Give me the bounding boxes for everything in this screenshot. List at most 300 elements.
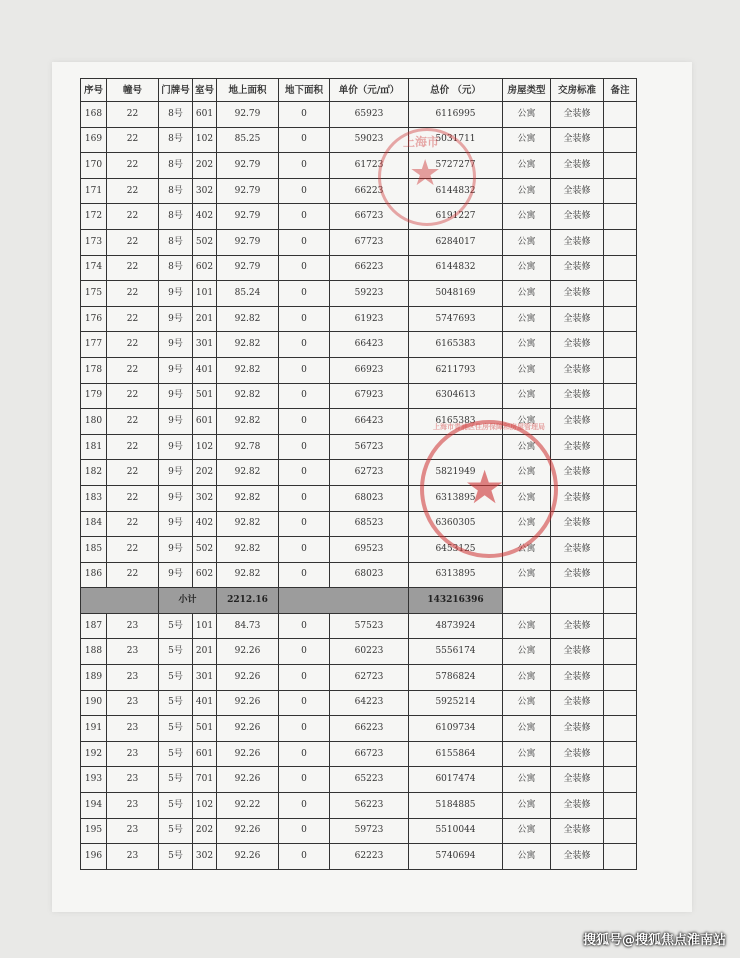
table-cell — [604, 716, 637, 742]
table-cell: 全装修 — [551, 485, 604, 511]
table-cell: 60223 — [330, 639, 409, 665]
table-cell: 192 — [81, 741, 107, 767]
table-cell: 公寓 — [503, 665, 551, 691]
table-cell: 公寓 — [503, 818, 551, 844]
table-cell: 6313895 — [409, 562, 503, 588]
table-cell: 4873924 — [409, 613, 503, 639]
table-cell: 0 — [279, 204, 330, 230]
table-cell: 公寓 — [503, 741, 551, 767]
table-cell: 5786824 — [409, 665, 503, 691]
table-cell: 68023 — [330, 562, 409, 588]
seal-star-icon: ★ — [409, 153, 442, 194]
table-cell: 66223 — [330, 716, 409, 742]
table-cell: 59223 — [330, 281, 409, 307]
table-cell: 59023 — [330, 127, 409, 153]
table-cell: 公寓 — [503, 537, 551, 563]
table-row — [81, 127, 637, 153]
table-cell: 175 — [81, 281, 107, 307]
table-cell: 191 — [81, 716, 107, 742]
table-cell: 8号 — [159, 229, 193, 255]
table-cell: 59723 — [330, 818, 409, 844]
table-cell: 195 — [81, 818, 107, 844]
table-cell: 5号 — [159, 818, 193, 844]
subtotal-total-price: 143216396 — [409, 588, 503, 614]
table-cell: 302 — [193, 485, 217, 511]
table-cell: 66423 — [330, 409, 409, 435]
table-cell: 23 — [107, 665, 159, 691]
table-cell: 全装修 — [551, 281, 604, 307]
table-cell: 23 — [107, 818, 159, 844]
table-row — [81, 357, 637, 383]
table-cell: 185 — [81, 537, 107, 563]
table-cell: 92.26 — [217, 639, 279, 665]
table-cell: 22 — [107, 255, 159, 281]
table-cell: 92.79 — [217, 178, 279, 204]
table-cell: 5821949 — [409, 460, 503, 486]
table-cell: 公寓 — [503, 178, 551, 204]
table-row — [81, 511, 637, 537]
table-cell: 5号 — [159, 613, 193, 639]
table-cell: 0 — [279, 281, 330, 307]
table-cell — [604, 562, 637, 588]
table-cell: 178 — [81, 357, 107, 383]
table-cell: 92.26 — [217, 844, 279, 870]
table-cell: 23 — [107, 793, 159, 819]
table-cell: 全装修 — [551, 357, 604, 383]
table-cell: 全装修 — [551, 562, 604, 588]
table-row — [81, 383, 637, 409]
table-cell: 9号 — [159, 357, 193, 383]
table-cell: 92.82 — [217, 485, 279, 511]
table-cell: 9号 — [159, 383, 193, 409]
table-cell: 公寓 — [503, 383, 551, 409]
table-cell: 92.26 — [217, 665, 279, 691]
table-cell: 502 — [193, 229, 217, 255]
table-cell — [604, 665, 637, 691]
table-cell: 公寓 — [503, 793, 551, 819]
table-cell: 66923 — [330, 357, 409, 383]
table-cell: 公寓 — [503, 306, 551, 332]
table-row — [81, 562, 637, 588]
table-cell: 173 — [81, 229, 107, 255]
table-row — [81, 844, 637, 870]
table-cell: 0 — [279, 357, 330, 383]
table-cell: 全装修 — [551, 153, 604, 179]
table-cell: 5号 — [159, 793, 193, 819]
table-cell: 0 — [279, 255, 330, 281]
table-cell: 182 — [81, 460, 107, 486]
table-cell — [604, 409, 637, 435]
table-cell: 92.82 — [217, 562, 279, 588]
table-cell: 68523 — [330, 511, 409, 537]
table-row — [81, 741, 637, 767]
table-cell — [604, 255, 637, 281]
table-cell: 62223 — [330, 844, 409, 870]
table-header-row — [81, 79, 637, 102]
column-header: 交房标准 — [551, 79, 604, 102]
table-row — [81, 281, 637, 307]
table-cell: 0 — [279, 741, 330, 767]
table-row — [81, 178, 637, 204]
table-cell: 0 — [279, 690, 330, 716]
table-cell: 92.79 — [217, 153, 279, 179]
table-cell: 85.24 — [217, 281, 279, 307]
table-cell: 全装修 — [551, 127, 604, 153]
table-cell: 701 — [193, 767, 217, 793]
table-cell: 22 — [107, 102, 159, 128]
table-cell: 61923 — [330, 306, 409, 332]
table-row — [81, 153, 637, 179]
table-cell: 64223 — [330, 690, 409, 716]
table-cell: 8号 — [159, 153, 193, 179]
table-row — [81, 460, 637, 486]
table-row — [81, 665, 637, 691]
table-cell: 0 — [279, 613, 330, 639]
table-cell: 22 — [107, 281, 159, 307]
table-cell: 6165383 — [409, 332, 503, 358]
table-cell: 公寓 — [503, 639, 551, 665]
table-cell: 5925214 — [409, 690, 503, 716]
table-cell: 全装修 — [551, 102, 604, 128]
table-cell — [604, 178, 637, 204]
table-cell: 62723 — [330, 460, 409, 486]
table-row — [81, 306, 637, 332]
table-cell: 公寓 — [503, 434, 551, 460]
table-cell: 22 — [107, 306, 159, 332]
table-cell: 5号 — [159, 690, 193, 716]
table-cell: 169 — [81, 127, 107, 153]
table-row — [81, 716, 637, 742]
seal-ring-text: 上海市 — [403, 135, 440, 149]
table-cell: 9号 — [159, 434, 193, 460]
table-cell: 5031711 — [409, 127, 503, 153]
table-cell: 302 — [193, 178, 217, 204]
table-cell: 23 — [107, 690, 159, 716]
table-cell: 22 — [107, 562, 159, 588]
table-cell: 92.26 — [217, 767, 279, 793]
table-cell: 66223 — [330, 255, 409, 281]
table-cell: 全装修 — [551, 434, 604, 460]
table-cell: 183 — [81, 485, 107, 511]
table-cell: 602 — [193, 562, 217, 588]
table-cell: 全装修 — [551, 332, 604, 358]
column-header: 房屋类型 — [503, 79, 551, 102]
table-cell — [409, 434, 503, 460]
table-cell: 6360305 — [409, 511, 503, 537]
table-cell: 全装修 — [551, 716, 604, 742]
table-cell: 0 — [279, 818, 330, 844]
table-cell: 公寓 — [503, 844, 551, 870]
table-cell: 0 — [279, 460, 330, 486]
table-cell: 5号 — [159, 844, 193, 870]
table-cell: 57523 — [330, 613, 409, 639]
table-cell: 194 — [81, 793, 107, 819]
table-cell — [604, 818, 637, 844]
table-cell — [604, 102, 637, 128]
table-cell: 公寓 — [503, 716, 551, 742]
table-row — [81, 690, 637, 716]
table-cell: 177 — [81, 332, 107, 358]
table-cell — [604, 332, 637, 358]
table-cell: 公寓 — [503, 255, 551, 281]
table-cell: 92.79 — [217, 102, 279, 128]
table-row — [81, 409, 637, 435]
table-cell: 6284017 — [409, 229, 503, 255]
table-cell: 66423 — [330, 332, 409, 358]
column-header: 总价 （元） — [409, 79, 503, 102]
table-cell: 22 — [107, 357, 159, 383]
table-cell: 5号 — [159, 767, 193, 793]
table-cell: 0 — [279, 716, 330, 742]
table-cell: 188 — [81, 639, 107, 665]
table-row — [81, 485, 637, 511]
table-cell: 5号 — [159, 716, 193, 742]
table-row — [81, 434, 637, 460]
table-cell: 0 — [279, 844, 330, 870]
table-cell — [604, 306, 637, 332]
table-cell: 92.78 — [217, 434, 279, 460]
table-row — [81, 767, 637, 793]
table-cell: 0 — [279, 409, 330, 435]
table-cell: 9号 — [159, 460, 193, 486]
column-header: 序号 — [81, 79, 107, 102]
table-cell: 8号 — [159, 255, 193, 281]
table-cell: 92.79 — [217, 255, 279, 281]
table-cell: 92.26 — [217, 741, 279, 767]
table-cell: 23 — [107, 613, 159, 639]
table-cell: 22 — [107, 537, 159, 563]
table-cell: 0 — [279, 665, 330, 691]
table-cell: 0 — [279, 229, 330, 255]
table-cell: 6144832 — [409, 178, 503, 204]
table-cell: 9号 — [159, 485, 193, 511]
table-cell — [604, 639, 637, 665]
table-cell: 22 — [107, 153, 159, 179]
table-cell: 5048169 — [409, 281, 503, 307]
table-cell: 67923 — [330, 383, 409, 409]
table-cell: 6017474 — [409, 767, 503, 793]
table-cell: 6313895 — [409, 485, 503, 511]
table-cell: 502 — [193, 537, 217, 563]
column-header: 地上面积 — [217, 79, 279, 102]
table-cell: 0 — [279, 537, 330, 563]
table-cell — [604, 537, 637, 563]
table-cell: 402 — [193, 511, 217, 537]
table-row — [81, 537, 637, 563]
table-cell: 0 — [279, 306, 330, 332]
table-cell: 6211793 — [409, 357, 503, 383]
table-cell: 5184885 — [409, 793, 503, 819]
table-cell — [604, 690, 637, 716]
table-cell: 全装修 — [551, 537, 604, 563]
table-cell: 84.73 — [217, 613, 279, 639]
table-cell: 9号 — [159, 562, 193, 588]
table-cell: 22 — [107, 229, 159, 255]
table-cell: 92.79 — [217, 204, 279, 230]
table-cell: 23 — [107, 716, 159, 742]
table-cell: 全装修 — [551, 639, 604, 665]
table-cell: 61723 — [330, 153, 409, 179]
source-watermark: 搜狐号@搜狐焦点淮南站 — [582, 933, 726, 948]
table-cell: 22 — [107, 204, 159, 230]
table-cell: 66723 — [330, 741, 409, 767]
table-cell — [604, 229, 637, 255]
table-cell: 180 — [81, 409, 107, 435]
table-cell: 66223 — [330, 178, 409, 204]
table-cell: 0 — [279, 511, 330, 537]
table-cell: 181 — [81, 434, 107, 460]
table-cell: 22 — [107, 383, 159, 409]
table-cell: 201 — [193, 639, 217, 665]
table-cell: 公寓 — [503, 357, 551, 383]
column-header: 室号 — [193, 79, 217, 102]
seal-ring-text: 上海市青浦区住房保障和房屋管理局 — [433, 423, 545, 431]
table-cell: 全装修 — [551, 665, 604, 691]
table-cell: 65223 — [330, 767, 409, 793]
table-cell: 0 — [279, 767, 330, 793]
table-cell — [604, 460, 637, 486]
table-cell: 6144832 — [409, 255, 503, 281]
table-cell: 公寓 — [503, 127, 551, 153]
table-cell: 公寓 — [503, 153, 551, 179]
table-cell — [604, 511, 637, 537]
table-cell: 0 — [279, 332, 330, 358]
table-cell: 92.82 — [217, 511, 279, 537]
table-cell: 92.26 — [217, 690, 279, 716]
table-cell: 6165383 — [409, 409, 503, 435]
table-cell: 全装修 — [551, 511, 604, 537]
table-cell: 85.25 — [217, 127, 279, 153]
table-cell: 102 — [193, 793, 217, 819]
table-cell: 102 — [193, 127, 217, 153]
table-cell: 公寓 — [503, 102, 551, 128]
table-cell: 6116995 — [409, 102, 503, 128]
table-cell — [604, 793, 637, 819]
subtotal-row — [81, 588, 637, 614]
table-cell: 0 — [279, 178, 330, 204]
table-cell: 174 — [81, 255, 107, 281]
table-cell: 全装修 — [551, 409, 604, 435]
table-cell: 186 — [81, 562, 107, 588]
table-cell: 56723 — [330, 434, 409, 460]
table-cell: 全装修 — [551, 460, 604, 486]
table-cell: 6109734 — [409, 716, 503, 742]
table-cell: 92.82 — [217, 460, 279, 486]
table-cell: 22 — [107, 434, 159, 460]
column-header: 备注 — [604, 79, 637, 102]
table-cell: 92.22 — [217, 793, 279, 819]
table-cell: 5510044 — [409, 818, 503, 844]
column-header: 幢号 — [107, 79, 159, 102]
table-cell — [604, 844, 637, 870]
table-cell: 全装修 — [551, 767, 604, 793]
table-cell: 401 — [193, 690, 217, 716]
table-cell: 190 — [81, 690, 107, 716]
table-row — [81, 793, 637, 819]
table-cell — [604, 357, 637, 383]
table-cell: 9号 — [159, 281, 193, 307]
table-row — [81, 332, 637, 358]
table-cell: 6453125 — [409, 537, 503, 563]
table-cell: 22 — [107, 332, 159, 358]
table-cell: 101 — [193, 281, 217, 307]
table-cell: 0 — [279, 639, 330, 665]
table-cell — [604, 153, 637, 179]
table-cell: 9号 — [159, 511, 193, 537]
table-cell: 92.82 — [217, 357, 279, 383]
table-cell: 公寓 — [503, 485, 551, 511]
table-cell — [604, 127, 637, 153]
table-cell: 8号 — [159, 127, 193, 153]
table-cell: 501 — [193, 383, 217, 409]
table-cell: 187 — [81, 613, 107, 639]
table-cell: 23 — [107, 844, 159, 870]
table-cell: 公寓 — [503, 613, 551, 639]
table-cell: 601 — [193, 741, 217, 767]
table-cell: 193 — [81, 767, 107, 793]
table-cell: 401 — [193, 357, 217, 383]
table-cell: 公寓 — [503, 204, 551, 230]
table-cell — [604, 741, 637, 767]
table-cell: 171 — [81, 178, 107, 204]
table-cell: 0 — [279, 434, 330, 460]
table-cell: 5747693 — [409, 306, 503, 332]
table-cell: 公寓 — [503, 690, 551, 716]
table-cell: 5556174 — [409, 639, 503, 665]
table-cell: 0 — [279, 127, 330, 153]
table-cell: 92.26 — [217, 716, 279, 742]
table-cell — [604, 281, 637, 307]
table-cell: 公寓 — [503, 409, 551, 435]
table-cell: 0 — [279, 102, 330, 128]
table-cell: 102 — [193, 434, 217, 460]
table-cell: 56223 — [330, 793, 409, 819]
table-cell: 0 — [279, 562, 330, 588]
table-cell: 92.82 — [217, 383, 279, 409]
table-cell — [604, 485, 637, 511]
table-cell: 9号 — [159, 537, 193, 563]
table-cell: 170 — [81, 153, 107, 179]
table-cell: 302 — [193, 844, 217, 870]
table-cell: 101 — [193, 613, 217, 639]
table-cell: 9号 — [159, 332, 193, 358]
subtotal-area: 2212.16 — [217, 588, 279, 614]
table-cell: 22 — [107, 511, 159, 537]
table-cell: 92.82 — [217, 409, 279, 435]
table-cell: 全装修 — [551, 178, 604, 204]
table-cell: 5740694 — [409, 844, 503, 870]
table-cell — [604, 204, 637, 230]
price-list-table — [80, 78, 637, 870]
table-cell: 公寓 — [503, 562, 551, 588]
table-cell: 179 — [81, 383, 107, 409]
table-cell: 172 — [81, 204, 107, 230]
table-cell: 602 — [193, 255, 217, 281]
table-cell: 176 — [81, 306, 107, 332]
table-cell — [604, 383, 637, 409]
table-cell: 201 — [193, 306, 217, 332]
table-cell: 22 — [107, 127, 159, 153]
table-cell: 全装修 — [551, 613, 604, 639]
table-cell: 402 — [193, 204, 217, 230]
table-cell: 601 — [193, 409, 217, 435]
table-cell: 65923 — [330, 102, 409, 128]
table-row — [81, 229, 637, 255]
table-cell: 5号 — [159, 741, 193, 767]
table-cell: 92.79 — [217, 229, 279, 255]
table-row — [81, 639, 637, 665]
table-cell: 全装修 — [551, 818, 604, 844]
